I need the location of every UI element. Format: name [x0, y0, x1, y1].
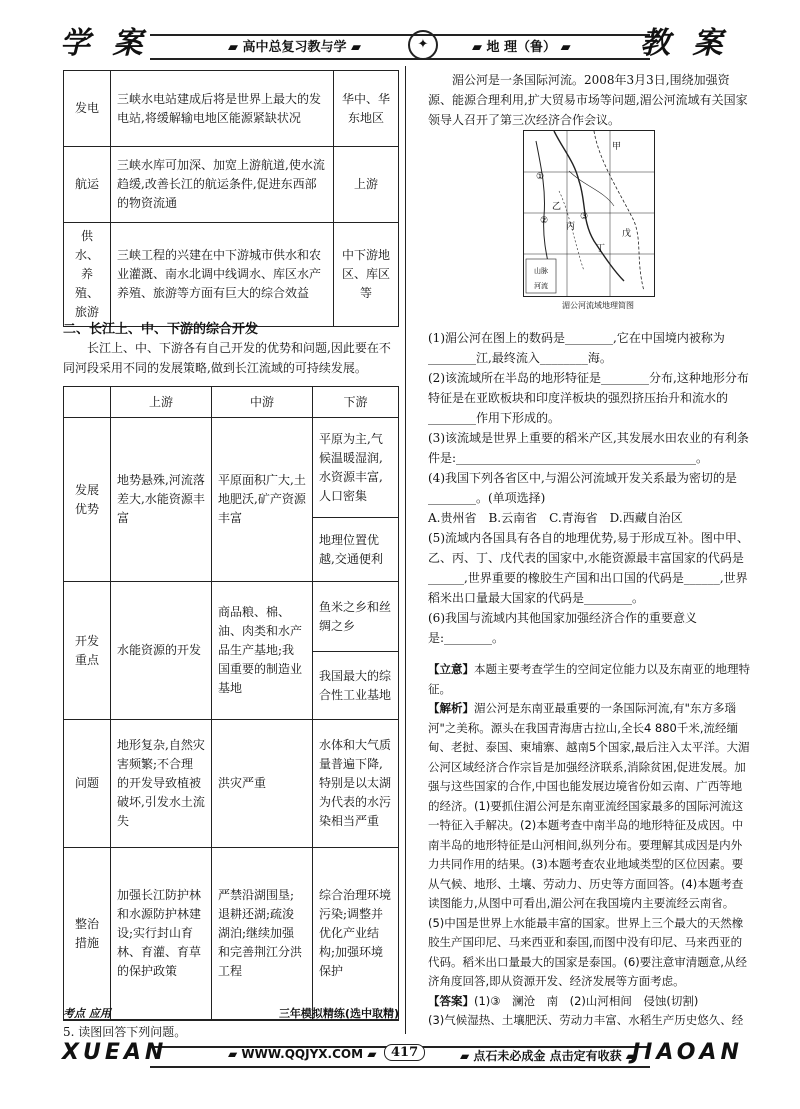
- table-row: [64, 582, 399, 652]
- table-row: [64, 848, 399, 1020]
- map-label-bing: 丙: [566, 222, 576, 232]
- kaodian-label: 考点 应用: [63, 1007, 111, 1020]
- map-label-wu: 戊: [622, 229, 632, 239]
- header-right-brand: 教 案: [640, 26, 729, 61]
- map-caption: 湄公河流域地理简图: [562, 301, 634, 310]
- answer-text-2: (3)气候湿热、土壤肥沃、劳动力丰富、水稻生产历史悠久、经: [428, 1013, 744, 1027]
- section-intro: 长江上、中、下游各有自己开发的优势和问题,因此要在不同河段采用不同的发展策略,做到长江流域的可持续发展。: [63, 341, 391, 375]
- question-item: (4)我国下列各省区中,与湄公河流域开发关系最为密切的是________。(单项选择): [428, 471, 737, 505]
- publisher-logo-icon: ✦: [408, 30, 438, 60]
- table-cell: 发展优势: [64, 418, 111, 582]
- table-cell: 中下游地区、库区等: [334, 223, 399, 327]
- question-item: (1)湄公河在图上的数码是________,它在中国境内被称为________江,最终流入________海。: [428, 331, 725, 365]
- table-row: [64, 223, 399, 327]
- header-band: [150, 34, 650, 60]
- table-cell: 三峡工程的兴建在中下游城市供水和农业灌溉、南水北调中线调水、库区水产养殖、旅游等方面有巨大的综合效益: [111, 223, 334, 327]
- question-list: [428, 328, 750, 648]
- footer-left-brand: XUEAN: [62, 1040, 168, 1065]
- liyi-text: 本题主要考查学生的空间定位能力以及东南亚的地理特征。: [428, 662, 750, 696]
- map-label-yi: 乙: [552, 202, 562, 212]
- question-options: A.贵州省 B.云南省 C.青海省 D.西藏自治区: [428, 511, 683, 525]
- table-row: [64, 147, 399, 223]
- question-5-prompt: 5. 读图回答下列问题。: [63, 1025, 187, 1039]
- table-cell: 供水、养殖、旅游: [64, 223, 111, 327]
- table-row: [64, 71, 399, 147]
- kaodian-bar: [63, 1005, 399, 1021]
- analysis-block: [428, 660, 750, 1031]
- footer-right-brand: JIAOAN: [632, 1040, 743, 1065]
- map-label-jia: 甲: [612, 142, 622, 152]
- table-cell: 地势悬殊,河流落差大,水能资源丰富: [111, 418, 212, 582]
- map-label-n1: ①: [536, 172, 545, 182]
- table-cell: 综合治理环境污染;调整并优化产业结构;加强环境保护: [313, 848, 399, 1020]
- question-item: (2)该流域所在半岛的地形特征是________分布,这种地形分布特征是在亚欧板块和印度洋板块的强烈挤压抬升和流水的________作用下形成的。: [428, 371, 749, 425]
- header-subject: ▰ 地 理（鲁） ▰: [472, 40, 571, 55]
- jiexi-tag: 【解析】: [428, 701, 474, 715]
- table-cell: 华中、华东地区: [334, 71, 399, 147]
- table-header-cell: 中游: [212, 387, 313, 418]
- footer-slogan: ▰ 点石未必成金 点击定有收获 ▰: [460, 1049, 635, 1063]
- map-legend-mountain: 山脉: [534, 267, 548, 275]
- table-cell: 平原面积广大,土地肥沃,矿产资源丰富: [212, 418, 313, 582]
- section-heading: 二、长江上、中、下游的综合开发: [63, 322, 259, 337]
- header-series-title: ▰ 高中总复习教与学 ▰: [228, 40, 362, 55]
- table-cell: 平原为主,气候温暖湿润,水资源丰富,人口密集: [313, 418, 399, 518]
- table-cell: 航运: [64, 147, 111, 223]
- liyi-tag: 【立意】: [428, 662, 474, 676]
- table-cell: 鱼米之乡和丝绸之乡: [313, 582, 399, 652]
- table-cell: 问题: [64, 720, 111, 848]
- table-cell: 我国最大的综合性工业基地: [313, 652, 399, 720]
- column-divider: [405, 66, 406, 1034]
- table-cell: 发电: [64, 71, 111, 147]
- mekong-intro: 湄公河是一条国际河流。2008年3月3日,围绕加强资源、能源合理利用,扩大贸易市场等问题,湄公河流域有关国家领导人召开了第三次经济合作会议。: [428, 73, 748, 127]
- header-left-brand: 学 案: [60, 26, 149, 61]
- table-cell: 水体和大气质量普遍下降,特别是以太湖为代表的水污染相当严重: [313, 720, 399, 848]
- table-header-cell: 上游: [111, 387, 212, 418]
- table-cell: 地理位置优越,交通便利: [313, 518, 399, 582]
- question-item: (5)流域内各国具有各自的地理优势,易于形成互补。图中甲、乙、丙、丁、戊代表的国家中,水能资源最丰富国家的代码是______,世界重要的橡胶生产国和出口国的代码是______,世界稻米出口量最大国家的代码是________。: [428, 531, 749, 605]
- table-header-cell: [64, 387, 111, 418]
- answer-paragraph: [428, 992, 750, 1012]
- table-row: [64, 418, 399, 518]
- table-cell: 三峡水电站建成后将是世界上最大的发电站,将缓解输电地区能源紧缺状况: [111, 71, 334, 147]
- table-row: [64, 720, 399, 848]
- answer-text-1: (1)③ 澜沧 南 (2)山河相间 侵蚀(切割): [474, 993, 699, 1008]
- table-cell: 严禁沿湖围垦;退耕还湖;疏浚湖泊;继续加强和完善荆江分洪工程: [212, 848, 313, 1020]
- table-header-cell: 下游: [313, 387, 399, 418]
- table-cell: 水能资源的开发: [111, 582, 212, 720]
- mekong-basin-map: [523, 130, 655, 297]
- table-cell: 加强长江防护林和水源防护林建设;实行封山育林、育灌、育草的保护政策: [111, 848, 212, 1020]
- table-cell: 上游: [334, 147, 399, 223]
- question-item: (3)该流域是世界上重要的稻米产区,其发展水田农业的有利条件是:________________________________________。: [428, 431, 749, 465]
- page-number: 417: [384, 1044, 425, 1061]
- question-item: (6)我国与流域内其他国家加强经济合作的重要意义是:________。: [428, 611, 697, 645]
- table-cell: 商品粮、棉、油、肉类和水产品生产基地;我国重要的制造业基地: [212, 582, 313, 720]
- map-label-n2: ②: [540, 216, 549, 226]
- answer-tag: 【答案】: [428, 993, 474, 1008]
- jiexi-paragraph: [428, 699, 750, 992]
- footer-url: ▰ WWW.QQJYX.COM ▰: [228, 1047, 377, 1061]
- map-label-n3: ③: [580, 212, 589, 222]
- jiexi-text: 湄公河是东南亚最重要的一条国际河流,有"东方多瑙河"之美称。源头在我国青海唐古拉山,全长4 880千米,流经缅甸、老挝、泰国、柬埔寨、越南5个国家,最后注入太平洋。大湄公河区域经济合作宗旨是加强经济联系,消除贫困,促进发展。加强与这些国家的合作,中国也能发展边境省份如云南、广西等地的经济。(1)要抓住湄公河是东南亚流经国家最多的国际河流这一特征入手解决。(2)本题考查中南半岛的地形特征及成因。中南半岛的地形特征是山河相间,纵列分布。要理解其成因是内外力共同作用的结果。(3)本题考查农业地域类型的区位因素。要从气候、地形、土壤、劳动力、历史等方面回答。(4)本题考查读图能力,从图中可看出,湄公河在我国境内主要流经云南省。(5)中国是世界上水能最丰富的国家。世界上三个最大的天然橡胶生产国印尼、马来西亚和泰国,而图中没有印尼、马来西亚的代码。稻米出口量最大的国家是泰国。(6)要注意审清题意,从经济角度回答,即从资源开发、经济发展等方面考虑。: [428, 701, 750, 988]
- table-cell: 整治措施: [64, 848, 111, 1020]
- table-cell: 开发重点: [64, 582, 111, 720]
- map-label-ding: 丁: [596, 244, 606, 254]
- table-cell: 地形复杂,自然灾害频繁;不合理的开发导致植被破坏,引发水土流失: [111, 720, 212, 848]
- table-header-row: [64, 387, 399, 418]
- table-cell: 洪灾严重: [212, 720, 313, 848]
- table-cell: 三峡水库可加深、加宽上游航道,使水流趋缓,改善长江的航运条件,促进东西部的物资流通: [111, 147, 334, 223]
- yangtze-development-table: [63, 386, 399, 1020]
- liyi-paragraph: [428, 660, 750, 699]
- map-legend-river: 河流: [534, 282, 548, 290]
- kaodian-series: 三年模拟精练(选中取精): [278, 1007, 399, 1020]
- three-gorges-benefit-table: [63, 70, 399, 327]
